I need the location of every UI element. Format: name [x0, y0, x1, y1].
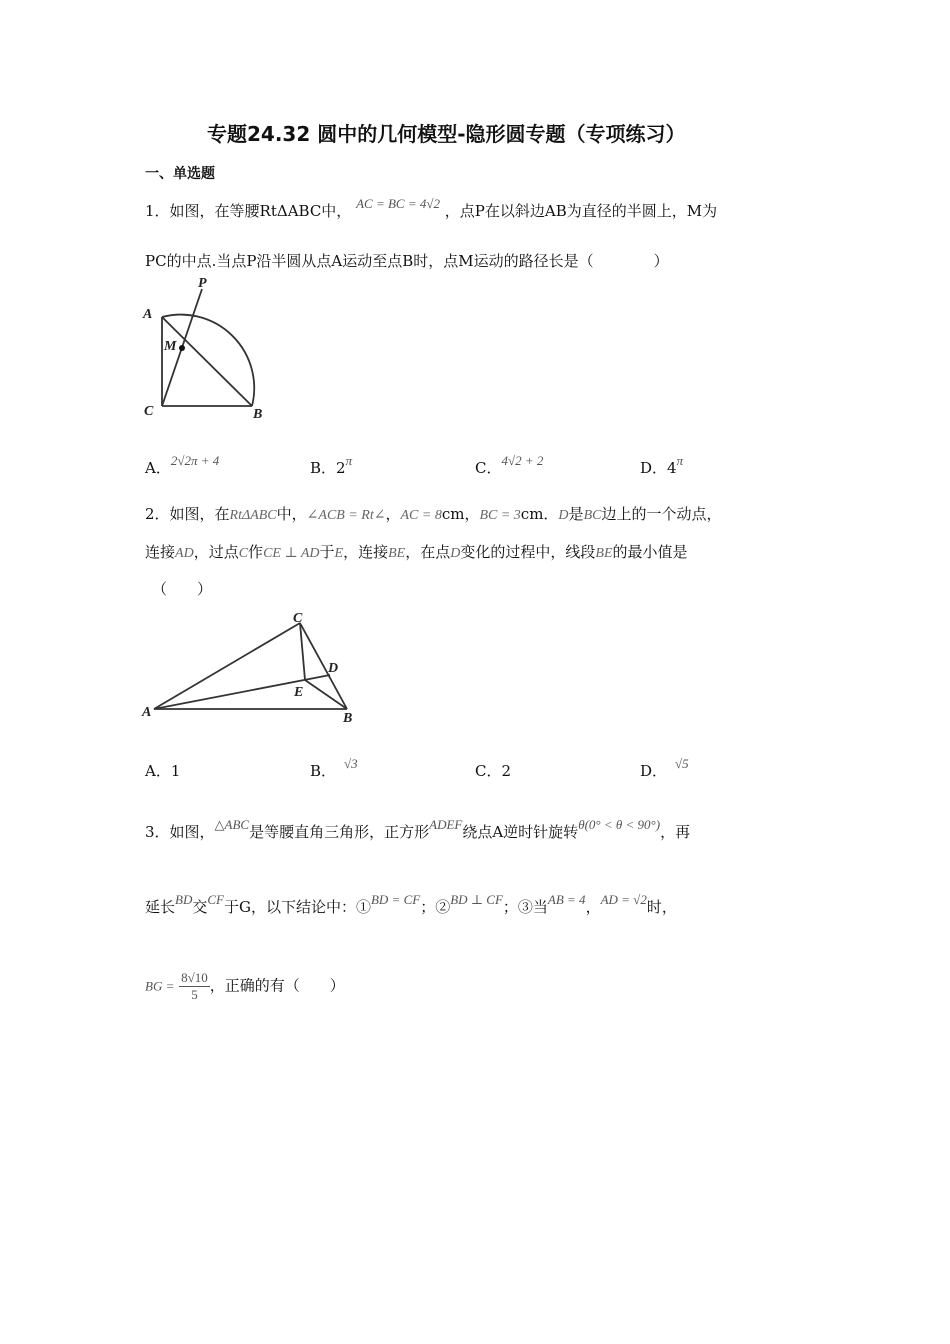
q3-line2 [145, 892, 677, 917]
q1-line2: PC的中点.当点P沿半圆从点A运动至点B时，点M运动的路径长是（ ） [145, 252, 669, 270]
q2-label-d: D [328, 661, 339, 676]
q2-label-e: E [294, 685, 304, 700]
q1-label-m: M [164, 339, 177, 354]
q1-formula: AC = BC = 4√2 [356, 196, 440, 211]
q2-math-4: BC = 3 [479, 508, 521, 523]
q2-label-a: A [142, 705, 152, 720]
q2-segment-ad [154, 675, 330, 709]
q2-l2-math-1: AD [175, 546, 194, 561]
q3-l2-text-e: ；③当 [502, 898, 548, 916]
q3-l2-math-4: BD ⊥ CF [450, 892, 503, 907]
q1-rest: ，点P在以斜边AB为直径的半圆上，M为 [444, 202, 718, 220]
q1-figure [140, 276, 280, 424]
q1-option-c-value: 4√2 + 2 [501, 453, 544, 468]
q2-line1 [145, 503, 721, 524]
q2-text-3: ， [385, 505, 401, 523]
q3-fraction [179, 970, 210, 1003]
q2-math-3: AC = 8 [400, 508, 442, 523]
q2-l2-text-f: ，在点 [405, 543, 451, 561]
q2-label-c: C [293, 611, 303, 626]
q3-text-2: 是等腰直角三角形，正方形 [249, 823, 430, 841]
q2-side-cb [300, 623, 347, 709]
q2-option-b-value: √3 [344, 756, 358, 771]
q3-l2-math-2: CF [207, 892, 224, 907]
q3-line3 [145, 970, 345, 1003]
q2-option-a-label: A． [145, 762, 171, 780]
q3-text-3: 绕点A逆时针旋转 [462, 823, 579, 841]
q3-l2-text-f: ， [585, 898, 601, 916]
q2-l2-math-5: BE [388, 546, 406, 561]
q2-math-1: RtΔABC [229, 508, 277, 523]
q1-option-a-label: A． [145, 459, 171, 477]
q1-option-c[interactable] [475, 453, 544, 478]
q2-option-d-label: D． [640, 762, 668, 780]
q2-text-1: 2．如图，在 [145, 505, 230, 523]
q3-l2-math-1: BD [175, 892, 193, 907]
q2-text-6: 是 [568, 505, 584, 523]
q3-fraction-denominator: 5 [191, 987, 198, 1002]
q1-option-d-value: 4 [667, 459, 677, 477]
q2-math-2: ∠ACB = Rt∠ [306, 508, 386, 523]
q2-l2-math-2: C [238, 546, 249, 561]
q3-math-2: ADEF [429, 817, 463, 832]
q2-segment-eb [305, 680, 347, 709]
q2-l2-text-g: 变化的过程中，线段 [460, 543, 596, 561]
q2-option-c-value: 2 [501, 762, 512, 780]
q2-option-d[interactable] [640, 756, 689, 781]
q1-option-a-value: 2√2π + 4 [170, 453, 220, 468]
q2-l2-text-b: ，过点 [193, 543, 239, 561]
q2-line3: （ ） [152, 580, 213, 598]
q2-option-c-label: C． [475, 762, 502, 780]
q3-l2-math-3: BD = CF [370, 892, 421, 907]
q1-label-b: B [253, 407, 263, 422]
q3-text-1: 3．如图， [145, 823, 215, 841]
q2-line2 [145, 541, 688, 562]
q1-point-m [179, 345, 185, 351]
q3-l2-text-g: 时， [646, 898, 677, 916]
q1-line1 [145, 196, 718, 221]
q3-text-4: ，再 [660, 823, 691, 841]
q2-label-b: B [343, 711, 353, 726]
q1-option-c-label: C． [475, 459, 502, 477]
q3-l2-text-b: 交 [192, 898, 208, 916]
q1-option-d[interactable] [640, 453, 684, 478]
q1-label-c: C [144, 404, 154, 419]
q2-option-a-value: 1 [170, 762, 181, 780]
q1-label-a: A [143, 307, 153, 322]
q1-option-d-label: D． [640, 459, 668, 477]
q2-l2-math-6: D [450, 546, 461, 561]
q3-l2-text-d: ；② [420, 898, 451, 916]
q2-l2-text-e: ，连接 [343, 543, 389, 561]
q3-l2-math-5: AB = 4 [547, 892, 586, 907]
page-title: 专题24.32 圆中的几何模型-隐形圆专题（专项练习） [207, 122, 686, 146]
section-heading: 一、单选题 [145, 166, 215, 182]
q1-hypotenuse-ab [162, 317, 252, 406]
q2-math-5: D [558, 508, 569, 523]
q2-l2-text-c: 作 [248, 543, 264, 561]
q1-option-b-value: 2 [336, 459, 346, 477]
q3-fraction-numerator: 8√10 [181, 970, 208, 985]
q3-line1 [145, 817, 691, 842]
q1-option-d-sup: π [676, 453, 684, 468]
q2-l2-text-d: 于 [319, 543, 335, 561]
q3-l2-text-a: 延长 [145, 898, 176, 916]
q3-math-3: θ(0° < θ < 90°) [578, 817, 661, 832]
q2-l2-math-4: E [334, 546, 344, 561]
q3-math-1: △ABC [214, 817, 250, 832]
q2-figure [140, 608, 365, 728]
q3-l3-text-a: ，正确的有（ ） [209, 976, 345, 995]
q1-option-a[interactable] [145, 453, 220, 478]
q1-intro: 1．如图，在等腰RtΔABC中， [145, 202, 352, 220]
q2-l2-math-7: BE [595, 546, 613, 561]
q3-l2-text-c: 于G，以下结论中：① [224, 898, 371, 916]
q3-l2-math-6: AD = √2 [600, 892, 647, 907]
q2-text-2: 中， [276, 505, 307, 523]
q1-label-p: P [198, 276, 207, 291]
q2-text-5: cm． [520, 505, 559, 523]
q2-option-c[interactable] [475, 760, 511, 781]
q2-l2-text-a: 连接 [145, 543, 176, 561]
q2-side-ac [154, 623, 300, 709]
q1-option-b-label: B． [310, 459, 337, 477]
q2-option-d-value: √5 [675, 756, 689, 771]
q1-option-b[interactable] [310, 453, 353, 478]
q2-text-4: cm， [441, 505, 480, 523]
q2-math-6: BC [583, 508, 602, 523]
q2-l2-math-3: CE ⊥ AD [263, 546, 320, 561]
q2-option-a[interactable] [145, 760, 180, 781]
q2-text-7: 边上的一个动点， [601, 505, 722, 523]
q2-option-b[interactable] [310, 756, 358, 781]
q1-semicircle [162, 315, 254, 406]
q2-l2-text-h: 的最小值是 [612, 543, 688, 561]
q1-option-b-sup: π [345, 453, 353, 468]
q2-option-b-label: B． [310, 762, 337, 780]
q3-l3-math-1: BG = [145, 978, 175, 994]
